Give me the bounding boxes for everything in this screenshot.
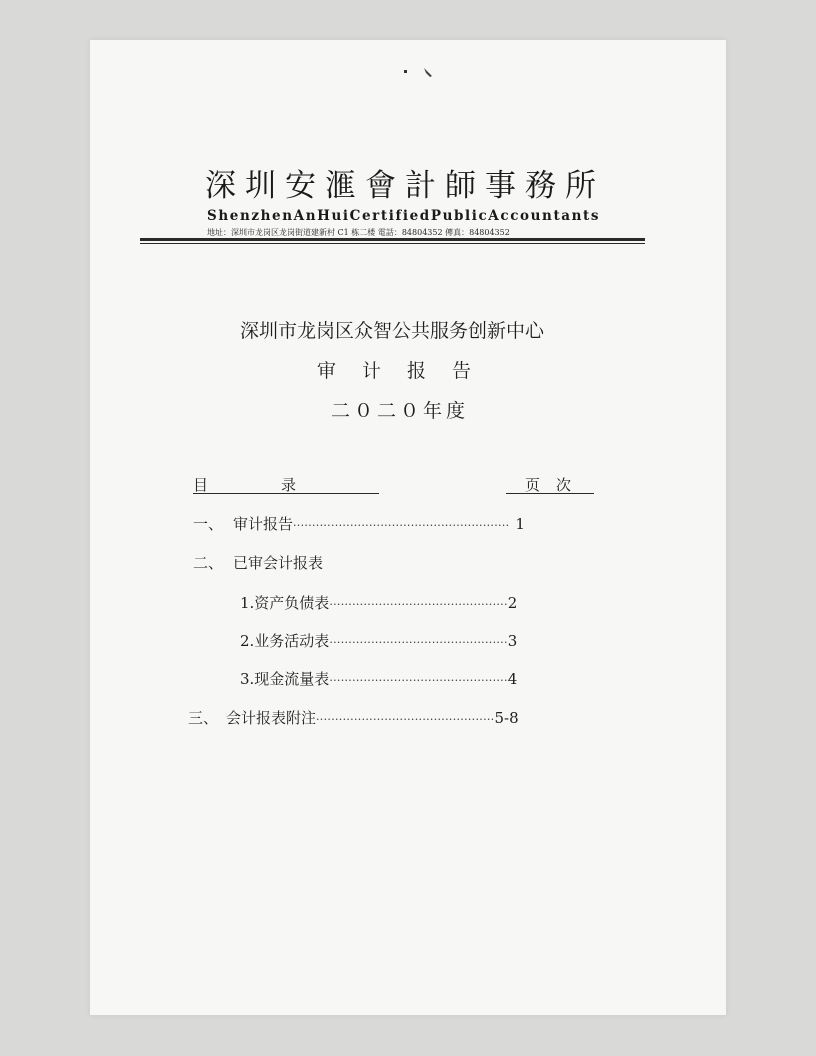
letterhead-rule-thick xyxy=(140,238,645,241)
toc-item-page: 5-8 xyxy=(494,709,519,727)
toc-item-page: 2 xyxy=(507,594,518,612)
toc-item-label: 审计报告 xyxy=(233,515,294,533)
toc-item-financial-statements xyxy=(193,552,323,573)
toc-item-page: 4 xyxy=(507,670,518,688)
toc-item-leader: ························································· xyxy=(293,519,510,532)
entity-name: 深圳市龙岗区众智公共服务创新中心 xyxy=(239,320,544,342)
report-title: 审 计 报 告 xyxy=(316,360,482,382)
toc-item-label: 1.资产负债表 xyxy=(240,594,330,612)
toc-item-page: 1 xyxy=(515,515,525,533)
toc-item-cash-flow-statement xyxy=(240,668,517,689)
toc-item-audit-report xyxy=(193,513,525,534)
toc-heading-char-2: 录 xyxy=(281,476,297,494)
toc-item-label: 3.现金流量表 xyxy=(240,670,330,688)
toc-item-label: 会计报表附注 xyxy=(226,709,317,727)
toc-item-label: 2.业务活动表 xyxy=(240,632,330,650)
toc-item-label: 已审会计报表 xyxy=(233,554,324,572)
toc-heading-char-1: 目 xyxy=(193,476,209,494)
firm-name-english: ShenzhenAnHuiCertifiedPublicAccountants xyxy=(207,208,601,224)
toc-heading-page: 页次 xyxy=(506,474,594,494)
toc-item-page: 3 xyxy=(507,632,518,650)
toc-item-number: 一、 xyxy=(193,515,224,533)
toc-item-notes xyxy=(188,707,519,728)
firm-name-chinese: 深圳安滙會計師事務所 xyxy=(205,168,605,204)
toc-heading-contents xyxy=(193,474,379,494)
report-year: 二０二０年度 xyxy=(330,400,469,422)
toc-item-activity-statement xyxy=(240,630,517,651)
letterhead-rule-thin xyxy=(140,243,645,244)
firm-address: 地址：深圳市龙岗区龙岗街道建新村 C1 栋二楼 電話：84804352 傳真：84804352 xyxy=(207,228,510,237)
toc-item-leader: ··············································· xyxy=(329,598,508,611)
toc-item-number: 二、 xyxy=(193,554,224,572)
toc-item-leader: ··············································· xyxy=(316,713,495,726)
toc-item-balance-sheet xyxy=(240,592,517,613)
paper-specks xyxy=(404,66,444,80)
toc-item-leader: ··············································· xyxy=(329,674,508,687)
toc-item-leader: ··············································· xyxy=(329,636,508,649)
toc-item-number: 三、 xyxy=(188,709,219,727)
